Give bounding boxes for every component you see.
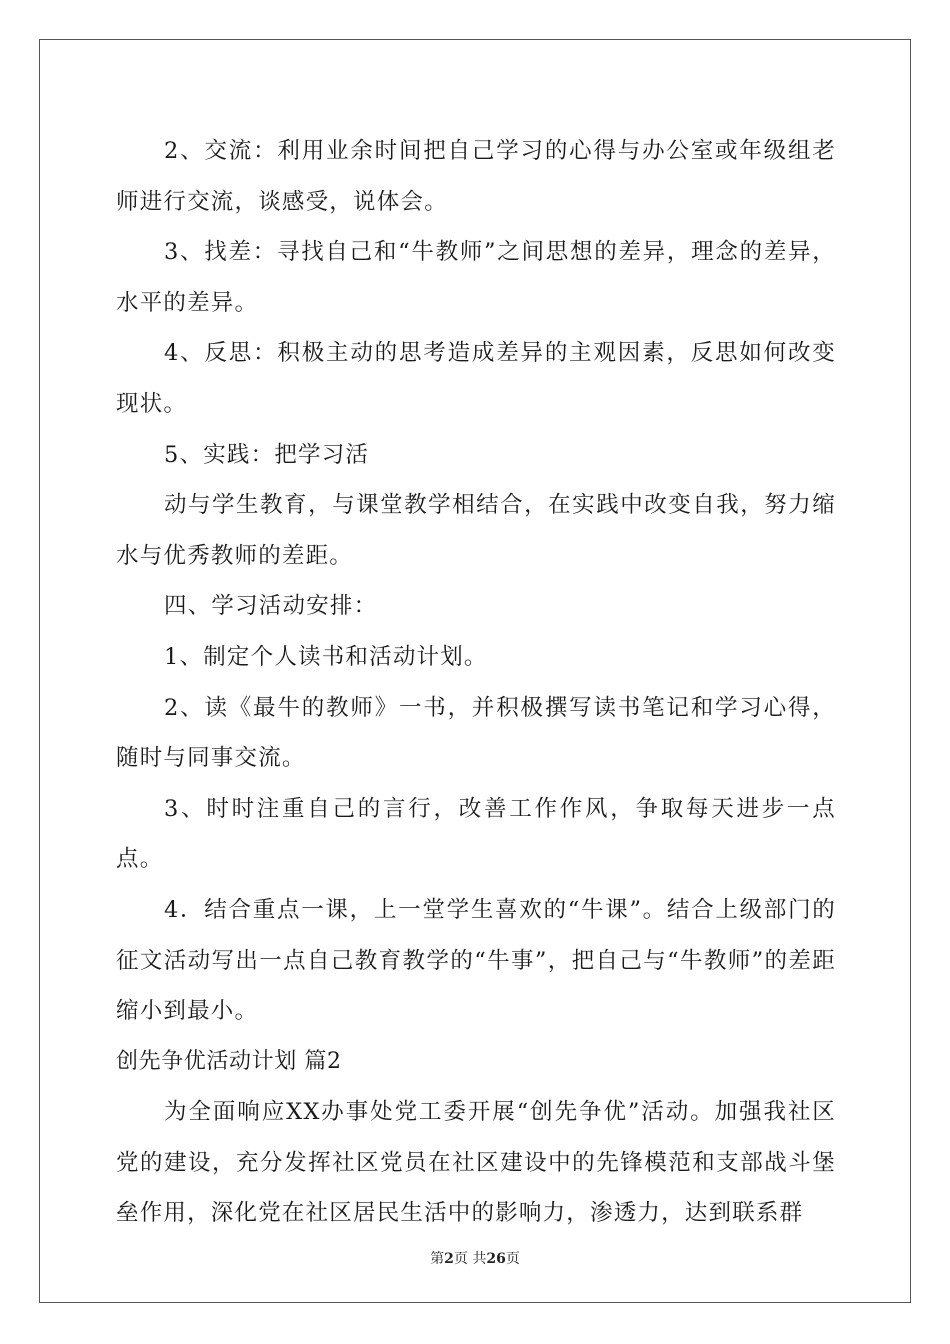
paragraph: 1、制定个人读书和活动计划。 xyxy=(164,643,488,670)
paragraph: 5、实践：把学习活 xyxy=(164,441,370,468)
footer-total-pages: 26 xyxy=(486,1251,506,1267)
paragraph: 3、找差：寻找自己和“牛教师”之间思想的差异，理念的差异，水平的差异。 xyxy=(116,239,836,316)
footer-prefix: 第 xyxy=(430,1251,445,1267)
page-footer xyxy=(0,1248,950,1268)
footer-mid: 页 共 xyxy=(453,1251,487,1267)
section-heading: 创先争优活动计划 篇2 xyxy=(116,1048,342,1074)
document-body xyxy=(116,126,836,1239)
paragraph: 4．结合重点一课，上一堂学生喜欢的“牛课”。结合上级部门的征文活动写出一点自己教育教学的“牛事”，把自己与“牛教师”的差距缩小到最小。 xyxy=(116,896,836,1025)
paragraph: 四、学习活动安排： xyxy=(164,593,378,620)
footer-suffix: 页 xyxy=(505,1251,520,1267)
paragraph: 2、交流：利用业余时间把自己学习的心得与办公室或年级组老师进行交流，谈感受，说体会。 xyxy=(116,138,836,215)
paragraph: 2、读《最牛的教师》一书，并积极撰写读书笔记和学习心得，随时与同事交流。 xyxy=(116,694,836,772)
footer-page-number: 2 xyxy=(444,1251,454,1267)
paragraph: 为全面响应XX办事处党工委开展“创先争优”活动。加强我社区党的建设，充分发挥社区党员在社区建设中的先锋模范和支部战斗堡垒作用，深化党在社区居民生活中的影响力，渗透力，达到联系群 xyxy=(116,1099,836,1227)
paragraph: 动与学生教育，与课堂教学相结合，在实践中改变自我，努力缩水与优秀教师的差距。 xyxy=(116,492,836,569)
paragraph: 4、反思：积极主动的思考造成差异的主观因素，反思如何改变现状。 xyxy=(116,340,836,417)
paragraph: 3、时时注重自己的言行，改善工作作风，争取每天进步一点点。 xyxy=(116,795,836,873)
